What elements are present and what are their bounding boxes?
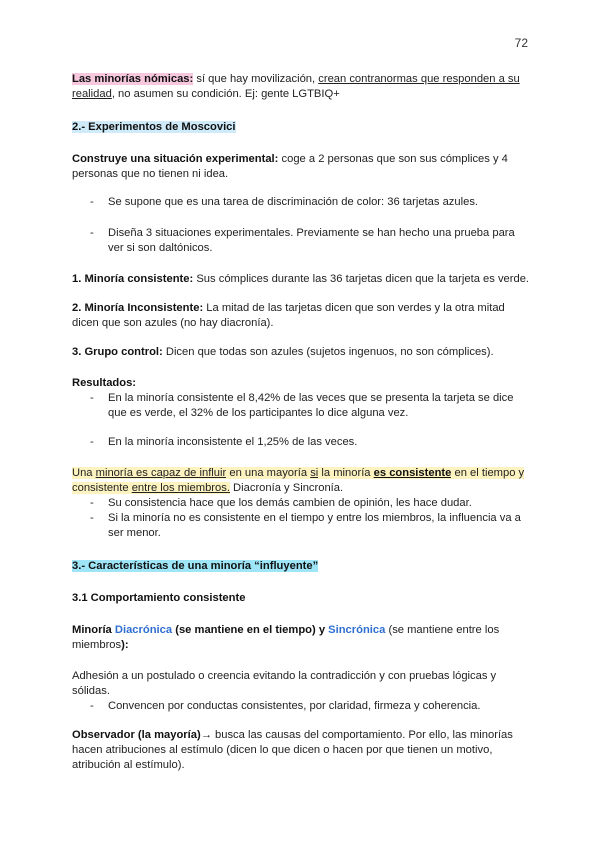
list-item: - Si la minoría no es consistente en el tiempo y entre los miembros, la influencia va a ser menor. [72,511,530,541]
resultados-list [72,391,530,450]
text-span: , no asumen su condición. Ej: gente LGTBIQ+ [111,88,340,100]
construye-label: Construye una situación experimental: [72,153,279,165]
list-item: - En la minoría inconsistente el 1,25% de las veces. [72,435,530,450]
page-number: 72 [514,36,528,50]
experiment-bullet-list [72,195,530,256]
underlined-text: crean contranormas que responden a su realidad [72,73,520,100]
item-minoria-consistente: 1. Minoría consistente: Sus cómplices durante las 36 tarjetas dicen que la tarjeta es verde. [72,273,530,285]
section-2-heading: 2.- Experimentos de Moscovici [72,121,236,133]
text-span: sí que hay movilización, [193,73,319,85]
list-item: - En la minoría consistente el 8,42% de las veces que se presenta la tarjeta se dice que es verde, el 32% de los participantes lo dice alguna vez. [72,391,530,421]
observador-paragraph: Observador (la mayoría)→ busca las causas del comportamiento. Por ello, las minorías hacen atribuciones al estímulo (dicen lo que dicen o hacen por que tienen un motivo, atribución al estímulo). [72,729,513,771]
construye-text: coge a 2 personas que son sus cómplices y 4 personas que no tienen ni idea. [72,153,508,180]
conclusion-paragraph: Una minoría es capaz de influir en una mayoría si la minoría es consistente en el tiempo y consistente entre los miembros. Diacronía y Sincronía. [72,467,525,494]
minorias-nomicas-paragraph [72,72,530,102]
list-item: - Diseña 3 situaciones experimentales. Previamente se han hecho una prueba para ver si son daltónicos. [72,226,530,256]
item-minoria-inconsistente: 2. Minoría Inconsistente: La mitad de las tarjetas dicen que son verdes y la otra mitad dicen que son azules (no hay diacronía). [72,302,505,329]
item-grupo-control: 3. Grupo control: Dicen que todas son azules (sujetos ingenuos, no son cómplices). [72,346,494,358]
list-item: - Se supone que es una tarea de discriminación de color: 36 tarjetas azules. [72,195,530,210]
conclusion-list [72,496,530,541]
adhesion-paragraph: Adhesión a un postulado o creencia evitando la contradicción y con pruebas lógicas y sólidas. [72,670,497,697]
minorias-nomicas-label: Las minorías nómicas: [72,73,194,85]
document-body [72,72,530,773]
subsection-3-1-heading: 3.1 Comportamiento consistente [72,592,246,604]
construye-paragraph [72,152,530,182]
section-3-heading: 3.- Características de una minoría “influyente” [72,560,319,572]
adhesion-list [72,699,530,714]
minoria-diacronica-sincronica: Minoría Diacrónica (se mantiene en el tiempo) y Sincrónica (se mantiene entre los miembros): [72,624,500,651]
list-item: - Convencen por conductas consistentes, por claridad, firmeza y coherencia. [72,699,530,714]
list-item: - Su consistencia hace que los demás cambien de opinión, les hace dudar. [72,496,530,511]
resultados-label: Resultados: [72,377,137,389]
